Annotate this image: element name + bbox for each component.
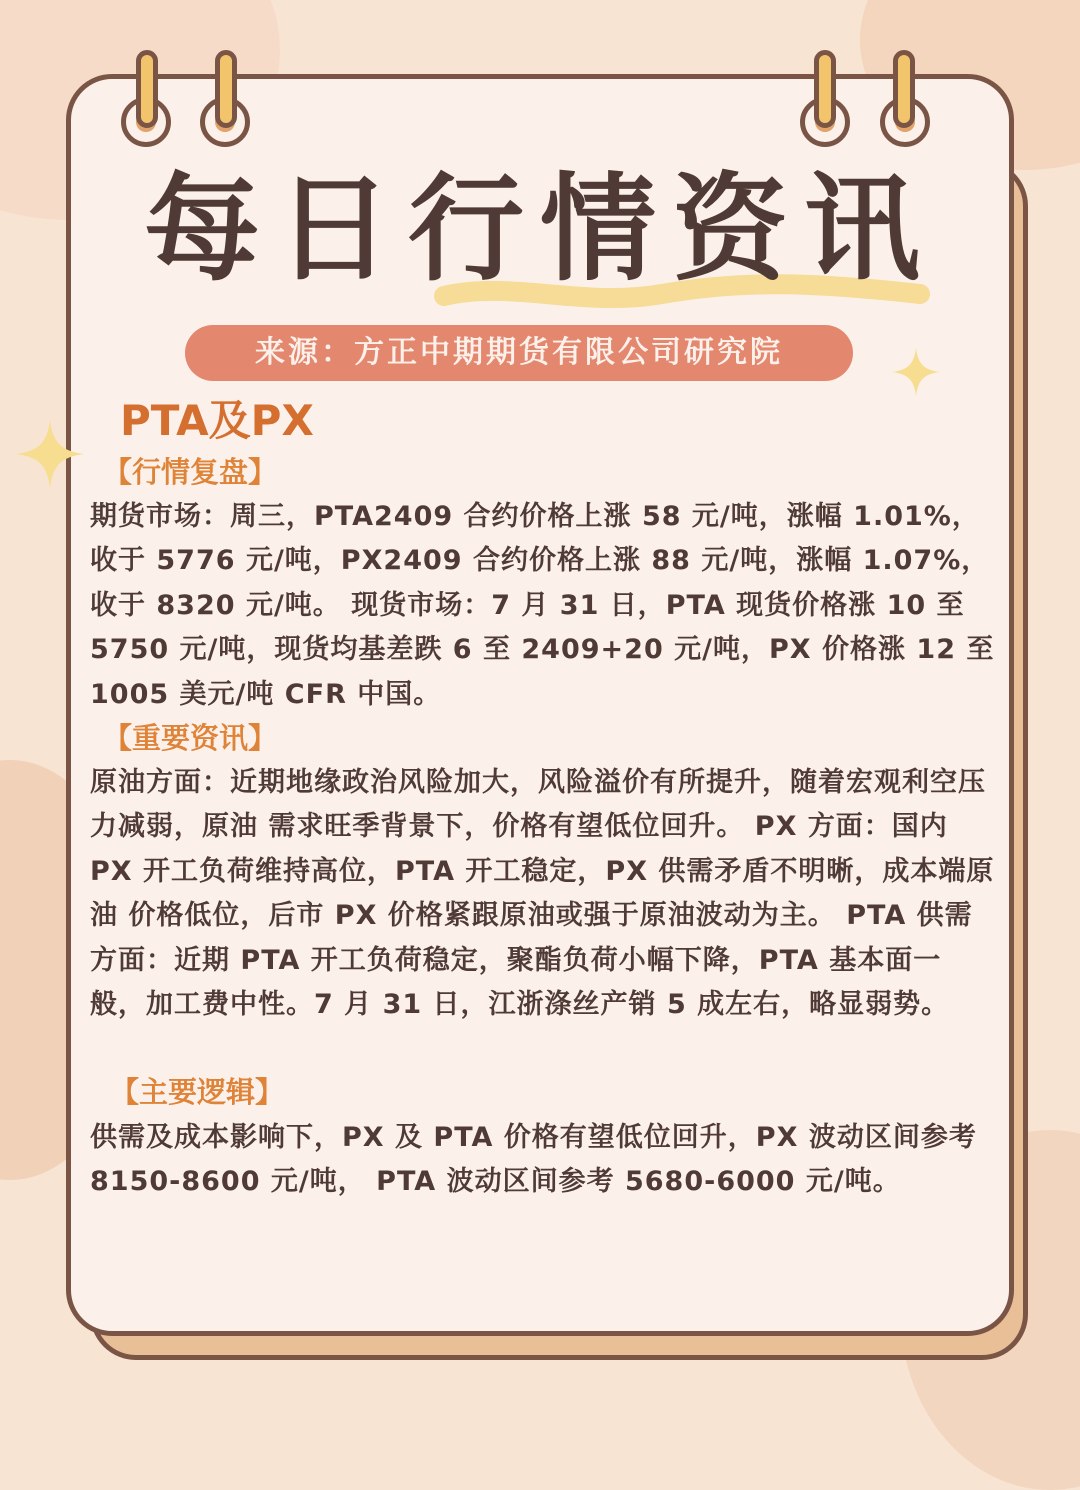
binder-pin-icon [893, 50, 915, 128]
sparkle-icon [892, 348, 940, 396]
section-title: PTA及PX [120, 396, 314, 445]
binder-pin-icon [215, 50, 237, 128]
subheading-important-news: 【重要资讯】 [103, 721, 278, 755]
paragraph-market-review: 期货市场：周三，PTA2409 合约价格上涨 58 元/吨，涨幅 1.01%，收于 5776 元/吨，PX2409 合约价格上涨 88 元/吨，涨幅 1.07%，收于 8320 元/吨。 现货市场：7 月 31 日，PTA 现货价格涨 10 至 5750 元/吨，现货均基差跌 6 至 2409+20 元/吨，PX 价格涨 12 至 1005 美元/吨 CFR 中国。 [90, 501, 995, 710]
source-banner: 来源：方正中期期货有限公司研究院 [185, 325, 853, 381]
paragraph-main-logic: 供需及成本影响下，PX 及 PTA 价格有望低位回升，PX 波动区间参考 8150-8600 元/吨， PTA 波动区间参考 5680-6000 元/吨。 [90, 1122, 977, 1198]
page-title: 每日行情资讯 [144, 162, 936, 297]
sparkle-icon [16, 418, 84, 490]
binder-pin-icon [814, 50, 836, 128]
subheading-market-review: 【行情复盘】 [103, 455, 278, 489]
binder-pin-icon [136, 50, 158, 128]
subheading-main-logic: 【主要逻辑】 [110, 1075, 285, 1109]
paragraph-important-news: 原油方面：近期地缘政治风险加大，风险溢价有所提升，随着宏观利空压力减弱，原油 需求旺季背景下，价格有望低位回升。 PX 方面：国内 PX 开工负荷维持高位，PTA 开工稳定，PX 供需矛盾不明晰，成本端原油 价格低位，后市 PX 价格紧跟原油或强于原油波动为主。 PTA 供需方面：近期 PTA 开工负荷稳定，聚酯负荷小幅下降，PTA 基本面一般，加工费中性。7 月 31 日，江浙涤丝产销 5 成左右，略显弱势。 [90, 767, 995, 1021]
